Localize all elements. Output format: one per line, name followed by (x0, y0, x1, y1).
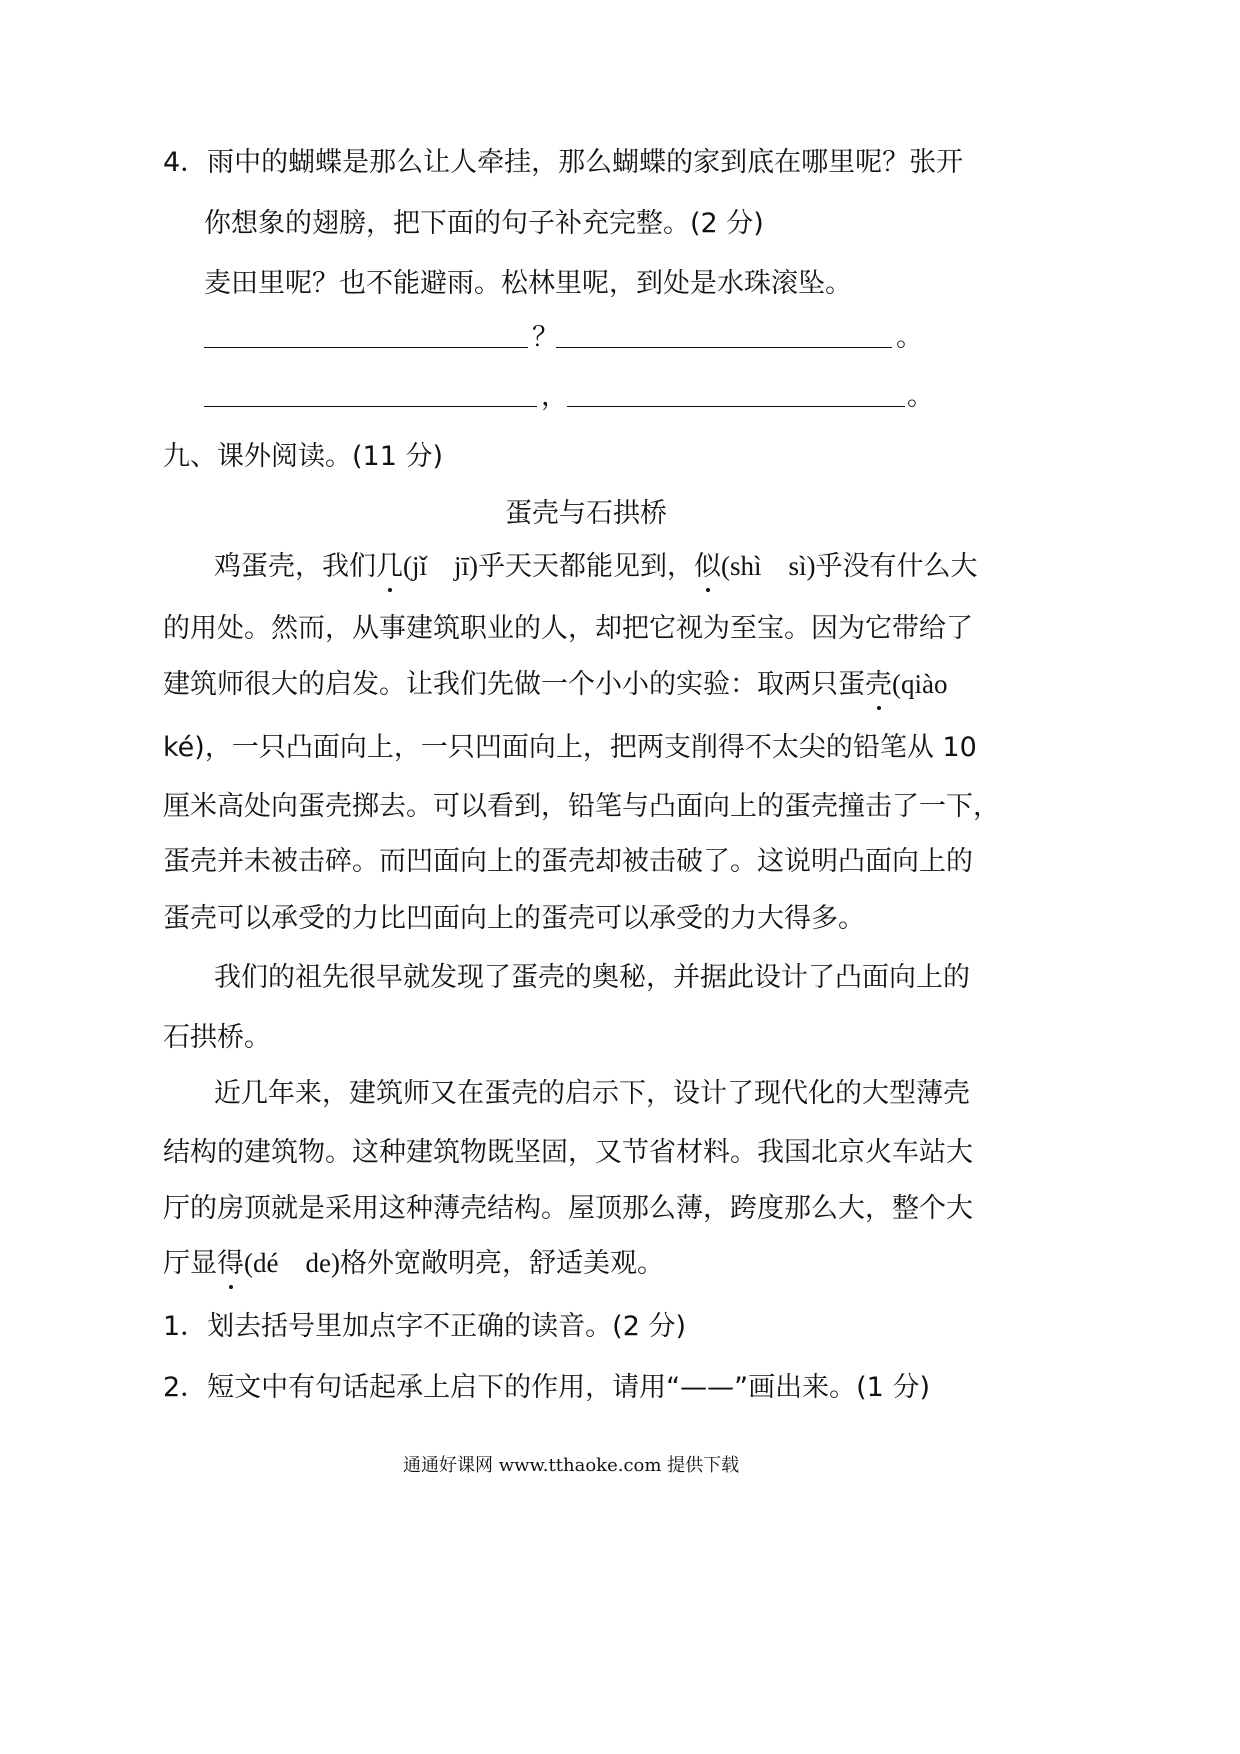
q4-example-sentence: 麦田里呢？也不能避雨。松林里呢，到处是水珠滚坠。 (204, 268, 852, 299)
passage-p2-line-1: 我们的祖先很早就发现了蛋壳的奥秘，并据此设计了凸面向上的 (214, 962, 970, 993)
passage-title: 蛋壳与石拱桥 (505, 498, 667, 529)
passage-p1-line-1: 鸡蛋壳，我们几(jǐ jī)乎天天都能见到，似(shì sì)乎没有什么大 (214, 551, 978, 582)
passage-p1-line-7: 蛋壳可以承受的力比凹面向上的蛋壳可以承受的力大得多。 (163, 903, 865, 934)
dotted-char-qiao: 壳 (865, 669, 892, 700)
page-footer: 通通好课网 www.tthaoke.com 提供下载 (403, 1455, 740, 1476)
passage-p3-line-3: 厅的房顶就是采用这种薄壳结构。屋顶那么薄，跨度那么大，整个大 (163, 1193, 973, 1224)
question-2: 2．短文中有句话起承上启下的作用，请用“——”画出来。(1 分) (163, 1372, 930, 1403)
q4-line-2: 你想象的翅膀，把下面的句子补充完整。(2 分) (204, 208, 764, 239)
passage-p1-line-4: ké)，一只凸面向上，一只凹面向上，把两支削得不太尖的铅笔从 10 (163, 732, 977, 763)
passage-p1-line-5: 厘米高处向蛋壳掷去。可以看到，铅笔与凸面向上的蛋壳撞击了一下， (163, 791, 1000, 822)
answer-blank-3[interactable] (204, 406, 537, 407)
passage-p1-line-6: 蛋壳并未被击碎。而凹面向上的蛋壳却被击破了。这说明凸面向上的 (163, 846, 973, 877)
q4-punct-period-1: 。 (896, 322, 923, 353)
passage-p1-line-3: 建筑师很大的启发。让我们先做一个小小的实验：取两只蛋壳(qiào (163, 669, 948, 700)
question-1: 1．划去括号里加点字不正确的读音。(2 分) (163, 1311, 687, 1342)
passage-p3-line-4: 厅显得(dé de)格外宽敞明亮，舒适美观。 (163, 1248, 664, 1279)
answer-blank-4[interactable] (567, 406, 905, 407)
q4-line-1: 4．雨中的蝴蝶是那么让人牵挂，那么蝴蝶的家到底在哪里呢？张开 (163, 147, 964, 178)
dotted-char-si: 似 (694, 551, 721, 582)
answer-blank-1[interactable] (204, 347, 528, 348)
section-heading: 九、课外阅读。(11 分) (163, 441, 444, 472)
passage-p3-line-2: 结构的建筑物。这种建筑物既坚固，又节省材料。我国北京火车站大 (163, 1137, 973, 1168)
answer-blank-2[interactable] (556, 347, 892, 348)
dotted-char-ji: 几 (376, 551, 403, 582)
passage-p3-line-1: 近几年来，建筑师又在蛋壳的启示下，设计了现代化的大型薄壳 (214, 1078, 970, 1109)
passage-p2-line-2: 石拱桥。 (163, 1022, 271, 1053)
dotted-char-de: 得 (217, 1248, 244, 1279)
q4-punct-question: ？ (532, 322, 559, 353)
q4-punct-comma: ， (541, 381, 568, 412)
q4-punct-period-2: 。 (907, 381, 934, 412)
passage-p1-line-2: 的用处。然而，从事建筑职业的人，却把它视为至宝。因为它带给了 (163, 613, 973, 644)
